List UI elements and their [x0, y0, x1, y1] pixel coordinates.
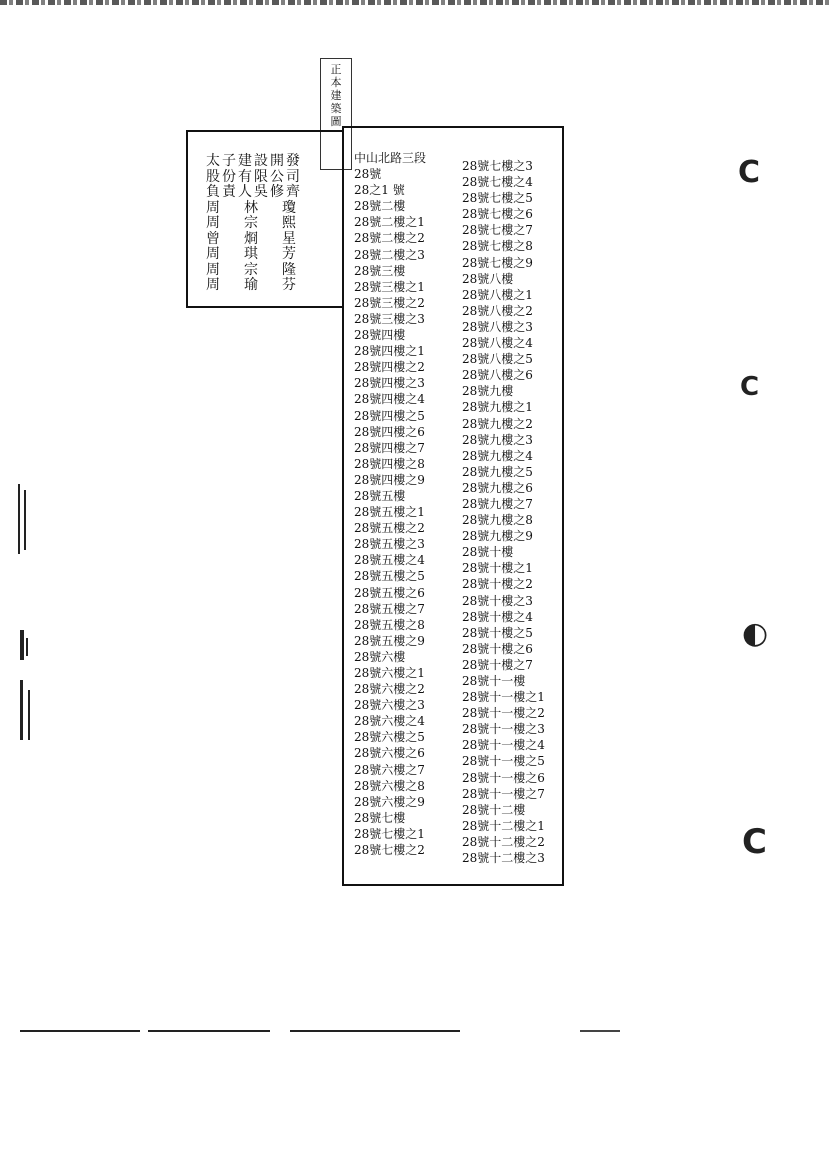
address-entry: 28號六樓之4: [354, 714, 425, 729]
name-char: 芬: [282, 277, 296, 293]
address-entry: 28號十樓之7: [462, 657, 533, 672]
address-entry: 28號五樓之6: [354, 585, 425, 600]
address-entry: 28號六樓之3: [354, 698, 425, 713]
address-entry: 28號十樓之4: [462, 609, 533, 624]
name-char: 周: [206, 246, 220, 262]
address-entry: 28號五樓之5: [354, 569, 425, 584]
name-char: 周: [206, 261, 220, 278]
address-entry: 28號四樓之5: [354, 408, 425, 423]
punch-hole-mark: C: [742, 822, 767, 862]
address-entry: 28號八樓之1: [462, 287, 533, 302]
bottom-edge-line: [20, 1030, 820, 1032]
address-entry: 28號二樓之2: [354, 231, 425, 246]
address-entry: 28號六樓之2: [354, 682, 425, 697]
address-entry: 28號二樓: [354, 199, 406, 214]
address-entry: 28號八樓之3: [462, 319, 533, 334]
address-entry: 28號六樓之1: [354, 666, 425, 680]
address-entry: 28號六樓之9: [354, 794, 425, 809]
owner-name-row: [206, 232, 342, 248]
address-entry: 28號八樓之5: [462, 352, 533, 367]
address-entry: 28號九樓之3: [462, 432, 533, 447]
address-entry: 28號八樓: [462, 271, 514, 286]
address-entry: 28號八樓之6: [462, 368, 533, 383]
address-entry: 28號七樓之9: [462, 255, 533, 270]
address-entry: 28號二樓之1: [354, 215, 425, 230]
address-entry: 28號七樓之8: [462, 239, 533, 254]
address-entry: 28號四樓之7: [354, 440, 425, 455]
name-char: 宗: [244, 215, 258, 231]
address-entry: 28號十一樓之2: [462, 706, 545, 721]
stamp-char: 築: [330, 102, 342, 115]
address-entry: 28號五樓之4: [354, 553, 425, 568]
punch-hole-mark: C: [740, 372, 760, 402]
address-entry: 28號四樓之1: [354, 344, 425, 359]
owner-name-row: [206, 263, 342, 279]
address-entry: 28號七樓之4: [462, 175, 533, 190]
address-entry: 28號九樓之2: [462, 416, 533, 431]
address-entry: 28號七樓之5: [462, 191, 533, 206]
punch-hole-mark: ◐: [742, 616, 769, 651]
address-entry: 28號九樓之9: [462, 529, 533, 544]
address-entry: 28號九樓之6: [462, 480, 533, 495]
stamp-char: 建: [330, 89, 342, 102]
address-entry: 28號十樓之3: [462, 593, 533, 608]
address-entry: 28號四樓之8: [354, 456, 425, 471]
name-char: 宗: [244, 261, 258, 278]
address-entry: 28號十一樓之5: [462, 754, 545, 769]
address-entry: 28號四樓之6: [354, 424, 425, 439]
address-entry: 28號七樓之6: [462, 207, 533, 222]
name-char: 芳: [282, 246, 296, 262]
address-entry: 28號: [354, 167, 382, 182]
punch-hole-mark: C: [738, 155, 761, 190]
address-entry: 28號十二樓之3: [462, 851, 545, 866]
owner-representative: 負責人吳修齊: [206, 184, 302, 200]
address-entry: 28號七樓之1: [354, 826, 425, 841]
address-entry: 28號三樓之1: [354, 279, 425, 294]
name-char: 琪: [244, 246, 258, 262]
address-entry: 28號四樓之9: [354, 472, 425, 487]
address-entry: 28號九樓之7: [462, 496, 533, 511]
address-entry: 28號六樓之5: [354, 730, 425, 745]
address-entry: 28號八樓之4: [462, 336, 533, 351]
address-entry: 28號三樓之2: [354, 295, 425, 310]
street-name: 中山北路三段: [354, 151, 427, 165]
address-entry: 28號七樓之2: [354, 843, 425, 858]
address-entry: 28號五樓之8: [354, 617, 425, 632]
address-entry: 28號十二樓之1: [462, 818, 545, 833]
address-entry: 28號六樓之8: [354, 778, 425, 793]
name-char: 瑜: [244, 277, 258, 293]
address-entry: 28號五樓之2: [354, 521, 425, 536]
owner-name-row: [206, 201, 342, 217]
binding-edge-marks: [14, 470, 36, 780]
address-entry: 28號十一樓: [462, 674, 526, 688]
address-entry: 28號四樓之4: [354, 392, 425, 407]
address-entry: 28號六樓: [354, 649, 406, 664]
address-entry: 28號四樓: [354, 328, 406, 343]
name-char: 烱: [244, 230, 258, 247]
address-entry: 28號七樓之3: [462, 159, 533, 173]
address-entry: 28號二樓之3: [354, 247, 425, 262]
address-entry: 28號六樓之6: [354, 746, 425, 761]
address-entry: 28號七樓: [354, 810, 406, 825]
address-entry: 28號十一樓之4: [462, 738, 545, 753]
address-entry: 28號十二樓: [462, 802, 526, 817]
address-entry: 28號十二樓之2: [462, 834, 545, 849]
address-entry: 28號五樓之1: [354, 505, 425, 520]
stamp-char: 本: [330, 76, 342, 89]
address-entry: 28號九樓之5: [462, 464, 533, 479]
address-entry: 28號六樓之7: [354, 762, 425, 777]
owner-name-row: [206, 216, 342, 232]
address-entry: 28之1 號: [354, 183, 405, 198]
address-entry: 28號五樓之3: [354, 537, 425, 552]
address-entry: 28號十一樓之7: [462, 786, 545, 801]
name-char: 周: [206, 215, 220, 231]
address-entry: 28號九樓之4: [462, 448, 533, 463]
stamp-char: 正: [330, 63, 342, 76]
address-entry: 28號十樓之1: [462, 561, 533, 576]
address-entry: 28號四樓之2: [354, 360, 425, 375]
stamp-char: 圖: [330, 115, 342, 128]
address-entry: 28號十一樓之6: [462, 770, 545, 785]
address-entry: 28號十一樓之1: [462, 690, 545, 705]
name-char: 林: [244, 199, 258, 216]
name-char: 周: [206, 199, 220, 216]
address-entry: 28號十樓之6: [462, 641, 533, 656]
address-column-1: [354, 150, 426, 858]
address-entry: 28號三樓: [354, 263, 406, 278]
address-entry: 28號五樓之9: [354, 633, 425, 648]
address-entry: 28號四樓之3: [354, 376, 425, 391]
address-entry: 28號九樓之1: [462, 400, 533, 415]
owner-name-row: [206, 278, 342, 294]
owner-company-line: 股份有限公司: [206, 168, 302, 185]
address-entry: 28號八樓之2: [462, 303, 533, 318]
address-column-2: [462, 158, 545, 866]
address-entry: 28號十樓之5: [462, 625, 533, 640]
owner-name-row: [206, 247, 342, 263]
address-entry: 28號七樓之7: [462, 223, 533, 238]
address-entry: 28號五樓之7: [354, 601, 425, 616]
name-char: 隆: [282, 261, 296, 278]
address-entry: 28號三樓之3: [354, 311, 425, 326]
address-entry: 28號九樓: [462, 384, 514, 399]
scan-edge-noise: [0, 0, 832, 5]
name-char: 熙: [282, 215, 296, 231]
address-entry: 28號十樓: [462, 545, 514, 560]
owner-box: [186, 130, 342, 308]
name-char: 瓊: [282, 199, 296, 216]
address-entry: 28號五樓: [354, 488, 406, 503]
owner-company-line: 太子建設開發: [206, 153, 302, 169]
address-entry: 28號十樓之2: [462, 577, 533, 592]
address-entry: 28號十一樓之3: [462, 722, 545, 737]
name-char: 周: [206, 277, 220, 293]
name-char: 星: [282, 230, 296, 247]
name-char: 曾: [206, 230, 220, 247]
address-entry: 28號九樓之8: [462, 513, 533, 528]
